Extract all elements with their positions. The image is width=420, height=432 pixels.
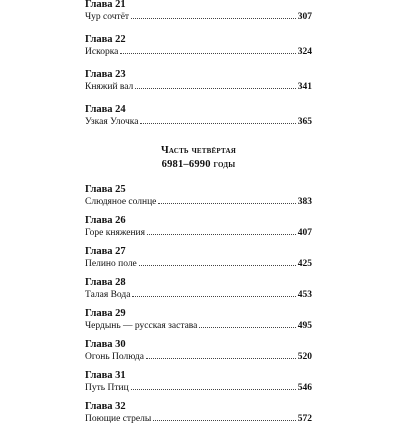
toc-group-part-three xyxy=(85,0,312,128)
chapter-label: Глава 22 xyxy=(85,34,126,45)
toc-entry-30[interactable] xyxy=(85,339,312,363)
toc-entry-32[interactable] xyxy=(85,401,312,425)
dot-leader xyxy=(120,52,295,54)
chapter-label: Глава 27 xyxy=(85,246,126,257)
table-of-contents xyxy=(85,0,312,432)
page-number: 546 xyxy=(297,383,312,393)
page-number: 453 xyxy=(297,290,312,300)
page-number: 324 xyxy=(297,47,312,57)
chapter-label: Глава 29 xyxy=(85,308,126,319)
chapter-label: Глава 26 xyxy=(85,215,126,226)
part-heading xyxy=(85,144,312,172)
page-number: 520 xyxy=(297,352,312,362)
part-title: Часть четвёртая xyxy=(161,145,236,156)
toc-entry-29[interactable] xyxy=(85,308,312,332)
toc-entry-21[interactable] xyxy=(85,0,312,23)
page-number: 365 xyxy=(297,117,312,127)
chapter-label: Глава 28 xyxy=(85,277,126,288)
page-number: 383 xyxy=(297,197,312,207)
chapter-title: Княжий вал xyxy=(85,82,134,92)
chapter-title: Путь Птиц xyxy=(85,383,129,393)
chapter-title: Талая Вода xyxy=(85,290,131,300)
toc-entry-27[interactable] xyxy=(85,246,312,270)
toc-group-part-four xyxy=(85,184,312,425)
chapter-label: Глава 24 xyxy=(85,104,126,115)
page-number: 341 xyxy=(297,82,312,92)
dot-leader xyxy=(131,388,296,390)
dot-leader xyxy=(146,357,296,359)
dot-leader xyxy=(131,17,296,19)
toc-entry-23[interactable] xyxy=(85,69,312,93)
chapter-title: Чердынь — русская застава xyxy=(85,321,198,331)
dot-leader xyxy=(153,419,295,421)
page-number: 495 xyxy=(297,321,312,331)
dot-leader xyxy=(199,326,295,328)
chapter-label: Глава 30 xyxy=(85,339,126,350)
page-number: 572 xyxy=(297,414,312,424)
chapter-label: Глава 23 xyxy=(85,69,126,80)
toc-entry-31[interactable] xyxy=(85,370,312,394)
dot-leader xyxy=(135,87,295,89)
chapter-title: Пелино поле xyxy=(85,259,137,269)
chapter-label: Глава 25 xyxy=(85,184,126,195)
dot-leader xyxy=(139,264,296,266)
dot-leader xyxy=(147,233,296,235)
toc-entry-28[interactable] xyxy=(85,277,312,301)
dot-leader xyxy=(132,295,295,297)
chapter-title: Узкая Улочка xyxy=(85,117,139,127)
toc-entry-22[interactable] xyxy=(85,34,312,58)
chapter-title: Горе княжения xyxy=(85,228,146,238)
chapter-title: Поющие стрелы xyxy=(85,414,152,424)
chapter-label: Глава 31 xyxy=(85,370,126,381)
page-number: 425 xyxy=(297,259,312,269)
chapter-title: Искорка xyxy=(85,47,119,57)
dot-leader xyxy=(140,122,295,124)
chapter-title: Огонь Полюда xyxy=(85,352,144,362)
chapter-label: Глава 32 xyxy=(85,401,126,412)
chapter-title: Слюдяное солнце xyxy=(85,197,157,207)
page-number: 307 xyxy=(297,12,312,22)
dot-leader xyxy=(158,202,295,204)
toc-entry-25[interactable] xyxy=(85,184,312,208)
page-number: 407 xyxy=(297,228,312,238)
part-years: 6981–6990 годы xyxy=(161,159,236,170)
toc-entry-24[interactable] xyxy=(85,104,312,128)
chapter-title: Чур сочтёт xyxy=(85,12,130,22)
chapter-label: Глава 21 xyxy=(85,0,126,10)
toc-entry-26[interactable] xyxy=(85,215,312,239)
